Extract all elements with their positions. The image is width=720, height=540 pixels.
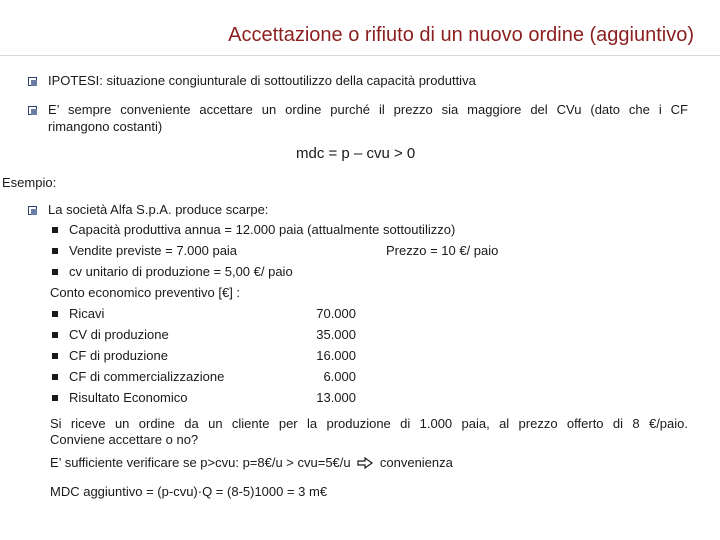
item-capacita: Capacità produttiva annua = 12.000 paia (attualmente sottoutilizzo) (69, 222, 456, 237)
checkbox-square-icon (28, 77, 37, 86)
page-title: Accettazione o rifiuto di un nuovo ordine (aggiuntivo) (228, 24, 694, 46)
checkbox-square-icon (28, 206, 37, 215)
item-cv-unitario: cv unitario di produzione = 5,00 €/ paio (69, 264, 293, 279)
ce-row-value: 16.000 (316, 348, 356, 363)
ce-row-value: 35.000 (316, 327, 356, 342)
ce-row-value: 70.000 (316, 306, 356, 321)
item-vendite: Vendite previste = 7.000 paia (69, 243, 238, 258)
hollow-arrow-right-icon (357, 457, 373, 472)
verify-convenienza: convenienza (379, 455, 453, 470)
ce-row-label: Risultato Economico (69, 390, 188, 405)
question-line2: Conviene accettare o no? (50, 432, 199, 447)
bullet-conveniente-line1: E’ sempre conveniente accettare un ordine purché il prezzo sia maggiore del CVu (dato che i CF (48, 102, 688, 117)
ce-row-label: CV di produzione (69, 327, 169, 342)
title-divider (0, 55, 720, 56)
verify-line (50, 455, 453, 472)
filled-square-icon (52, 311, 58, 317)
formula-mdc: mdc = p – cvu > 0 (296, 145, 416, 162)
question-line1: Si riceve un ordine da un cliente per la produzione di 1.000 paia, al prezzo offerto di 8 €/paio. (50, 416, 688, 431)
filled-square-icon (52, 227, 58, 233)
ce-row-label: Ricavi (69, 306, 105, 321)
filled-square-icon (52, 269, 58, 275)
ce-label: Conto economico preventivo [€] : (50, 285, 241, 300)
item-prezzo: Prezzo = 10 €/ paio (386, 243, 499, 258)
bullet-conveniente-line2: rimangono costanti) (48, 119, 163, 134)
ce-row-label: CF di commercializzazione (69, 369, 225, 384)
filled-square-icon (52, 353, 58, 359)
checkbox-square-icon (28, 106, 37, 115)
ce-row-label: CF di produzione (69, 348, 168, 363)
filled-square-icon (52, 395, 58, 401)
esempio-label: Esempio: (2, 175, 57, 190)
mdc-aggiuntivo: MDC aggiuntivo = (p-cvu)·Q = (8-5)1000 = 3 m€ (50, 484, 328, 499)
ce-row-value: 6.000 (323, 369, 356, 384)
ce-row-value: 13.000 (316, 390, 356, 405)
verify-text: E’ sufficiente verificare se p>cvu: p=8€/u > cvu=5€/u (50, 455, 351, 470)
example-intro: La società Alfa S.p.A. produce scarpe: (48, 202, 269, 217)
filled-square-icon (52, 332, 58, 338)
filled-square-icon (52, 248, 58, 254)
filled-square-icon (52, 374, 58, 380)
bullet-ipotesi: IPOTESI: situazione congiunturale di sottoutilizzo della capacità produttiva (48, 73, 476, 88)
